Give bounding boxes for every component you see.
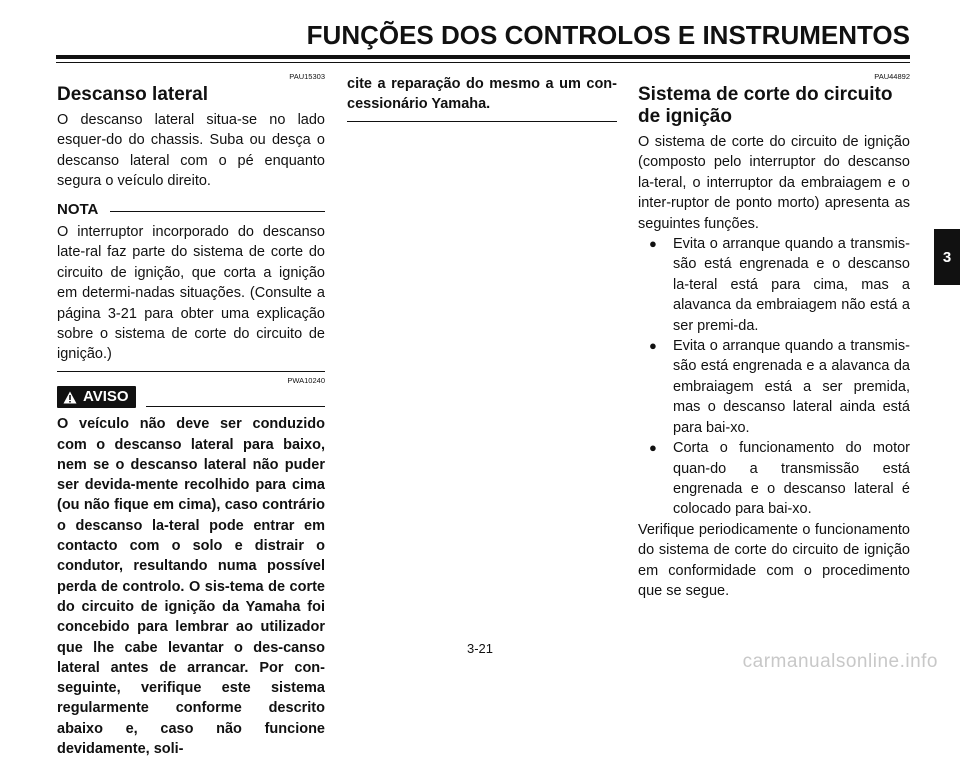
warning-badge xyxy=(57,386,136,408)
list-item-text: Evita o arranque quando a transmis-são está engrenada e a alavanca da embraiagem está a ser premida, mas o descanso lateral ainda está para bai-xo. xyxy=(673,338,910,436)
section-heading: Sistema de corte do circuito de ignição xyxy=(638,84,893,127)
note-header xyxy=(57,200,325,220)
section-code: PAU15303 xyxy=(289,72,325,81)
list-item xyxy=(649,234,910,336)
column-right xyxy=(638,70,910,601)
list-item-text: Evita o arranque quando a transmis-são está engrenada e o descanso la-teral está para cima, mas a alavanca da embraiagem não está a ser premi-da. xyxy=(673,236,910,334)
chapter-tab xyxy=(934,229,960,285)
warning-text-continued: cite a reparação do mesmo a um con-cessionário Yamaha. xyxy=(347,76,617,113)
warning-label: AVISO xyxy=(83,387,129,405)
header-rule-thick xyxy=(56,55,910,59)
bullet-icon: ● xyxy=(649,338,657,354)
warning-end-rule xyxy=(347,121,617,122)
section-code: PAU44892 xyxy=(874,72,910,81)
section-heading: Descanso lateral xyxy=(57,84,209,105)
bullet-icon: ● xyxy=(649,440,657,456)
column-middle xyxy=(347,74,617,122)
paragraph: O sistema de corte do circuito de ignição (composto pelo interruptor do descanso la-teral, o interruptor da embraiagem e o inter-ruptor de ponto morto) apresenta as seguintes funções. xyxy=(638,134,910,232)
warning-rule xyxy=(146,406,325,407)
chapter-tab-label: 3 xyxy=(942,248,952,266)
note-label: NOTA xyxy=(57,200,99,218)
paragraph: O descanso lateral situa-se no lado esquer-do do chassis. Suba ou desça o descanso lateral com o pé enquanto segura o veículo direito. xyxy=(57,112,325,190)
note-rule xyxy=(110,211,325,212)
note-text: O interruptor incorporado do descanso late-ral faz parte do sistema de corte do circuito de ignição, que corta a ignição em determi-nadas situações. (Consulte a página 3-21 para obter uma explicação sobre o sistema de corte do circuito de ignição.) xyxy=(57,224,325,363)
paragraph: Verifique periodicamente o funcionamento do sistema de corte do circuito de ignição em conformidade com o procedimento que se segue. xyxy=(638,521,910,599)
page-number: 3-21 xyxy=(466,641,494,656)
warning-triangle-icon xyxy=(63,391,77,404)
header-rule-thin xyxy=(56,62,910,63)
list-item xyxy=(649,438,910,520)
page-title: FUNÇÕES DOS CONTROLOS E INSTRUMENTOS xyxy=(306,20,910,50)
watermark: carmanualsonline.info xyxy=(742,651,938,672)
warning-code: PWA10240 xyxy=(287,375,325,385)
list-item xyxy=(649,336,910,438)
warning-header xyxy=(57,386,325,408)
bullet-icon: ● xyxy=(649,236,657,252)
list-item-text: Corta o funcionamento do motor quan-do a transmissão está engrenada e o descanso lateral é colocado para bai-xo. xyxy=(673,440,910,518)
warning-text: O veículo não deve ser conduzido com o descanso lateral para baixo, nem se o descanso lateral não puder ser devida-mente recolhido para cima (ou não fique em cima), caso contrário o descanso la-teral pode entrar em contacto com o solo e distrair o condutor, resultando numa possível perda de controlo. O sis-tema de corte do circuito de ignição da Yamaha foi concebido para lembrar ao utilizador que lhe cabe levantar o des-canso lateral antes de arrancar. Por con-seguinte, verifique este sistema regularmente conforme descrito abaixo e, caso não funcione devidamente, soli- xyxy=(57,416,325,758)
divider xyxy=(57,371,325,372)
bullet-list xyxy=(638,234,910,520)
